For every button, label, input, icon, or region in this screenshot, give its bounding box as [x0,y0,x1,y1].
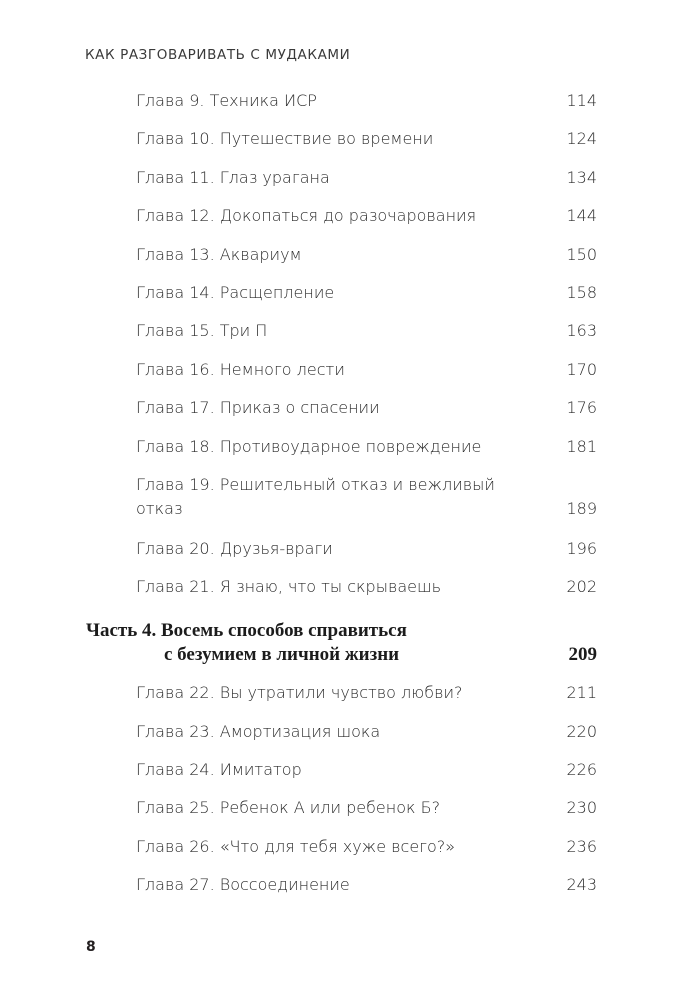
running-head: КАК РАЗГОВАРИВАТЬ С МУДАКАМИ [85,47,351,63]
toc-entry-page: 163 [566,321,597,340]
toc-entry-title: Глава 25. Ребенок А или ребенок Б? [136,798,441,817]
toc-entry-title: Глава 22. Вы утратили чувство любви? [136,683,463,702]
toc-entry-page: 150 [566,245,597,264]
toc-entry-ch23 [136,720,597,744]
toc-entry-title: Глава 9. Техника ИСР [136,91,317,110]
toc-entry-ch9 [136,89,597,113]
part-title-line2: с безумием в личной жизни [164,644,400,665]
toc-entry-page: 211 [566,683,597,702]
toc-entry-title: Глава 27. Воссоединение [136,875,350,894]
toc-entry-page: 124 [566,129,597,148]
toc-entry-ch20 [136,537,597,561]
toc-entry-ch14 [136,281,597,305]
toc-entry-title: Глава 10. Путешествие во времени [136,129,434,148]
page-number: 8 [86,939,96,955]
toc-entry-page: 236 [566,837,597,856]
toc-entry-ch27 [136,873,597,897]
toc-entry-title: Глава 21. Я знаю, что ты скрываешь [136,577,442,596]
toc-entry-ch25 [136,796,597,820]
toc-entry-page: 202 [566,577,597,596]
toc-entry-title: Глава 13. Аквариум [136,245,302,264]
toc-entry-title: Глава 17. Приказ о спасении [136,398,380,417]
part-title-line1: Часть 4. Восемь способов справиться [86,620,407,641]
toc-entry-title: Глава 20. Друзья-враги [136,539,333,558]
toc-entry-page: 144 [566,206,597,225]
toc-entry-title: Глава 23. Амортизация шока [136,722,381,741]
toc-entry-page: 114 [566,91,597,110]
toc-entry-title: Глава 14. Расщепление [136,283,335,302]
toc-entry-ch13 [136,243,597,267]
toc-entry-ch11 [136,166,597,190]
toc-entry-ch10 [136,127,597,151]
toc-entry-title: Глава 26. «Что для тебя хуже всего?» [136,837,456,856]
toc-entry-page: 134 [566,168,597,187]
toc-entry-title: Глава 15. Три П [136,321,268,340]
toc-entry-ch19 [136,473,597,521]
toc-entry-ch24 [136,758,597,782]
toc-entry-title: Глава 19. Решительный отказ и вежливый отказ [136,475,495,518]
toc-entry-ch26 [136,835,597,859]
toc-entry-page: 220 [566,722,597,741]
toc-entry-title: Глава 24. Имитатор [136,760,302,779]
toc-entry-ch12 [136,204,597,228]
toc-entry-page: 230 [566,798,597,817]
toc-entry-ch18 [136,435,597,459]
toc-entry-ch15 [136,319,597,343]
toc-entry-page: 181 [566,437,597,456]
toc-entry-page: 189 [566,499,597,518]
toc-entry-page: 196 [566,539,597,558]
toc-entry-title: Глава 12. Докопаться до разочарования [136,206,477,225]
toc-entry-page: 170 [566,360,597,379]
toc-entry-page: 176 [566,398,597,417]
toc-entry-ch22 [136,681,597,705]
toc-part-heading [86,619,597,667]
toc-entry-page: 226 [566,760,597,779]
toc-entry-page: 158 [566,283,597,302]
part-page: 209 [568,644,597,665]
toc-entry-title: Глава 11. Глаз урагана [136,168,330,187]
toc-entry-title: Глава 18. Противоударное повреждение [136,437,482,456]
toc-entry-ch16 [136,358,597,382]
toc-entry-ch21 [136,575,597,599]
toc-entry-title: Глава 16. Немного лести [136,360,345,379]
toc-entry-ch17 [136,396,597,420]
toc-entry-page: 243 [566,875,597,894]
